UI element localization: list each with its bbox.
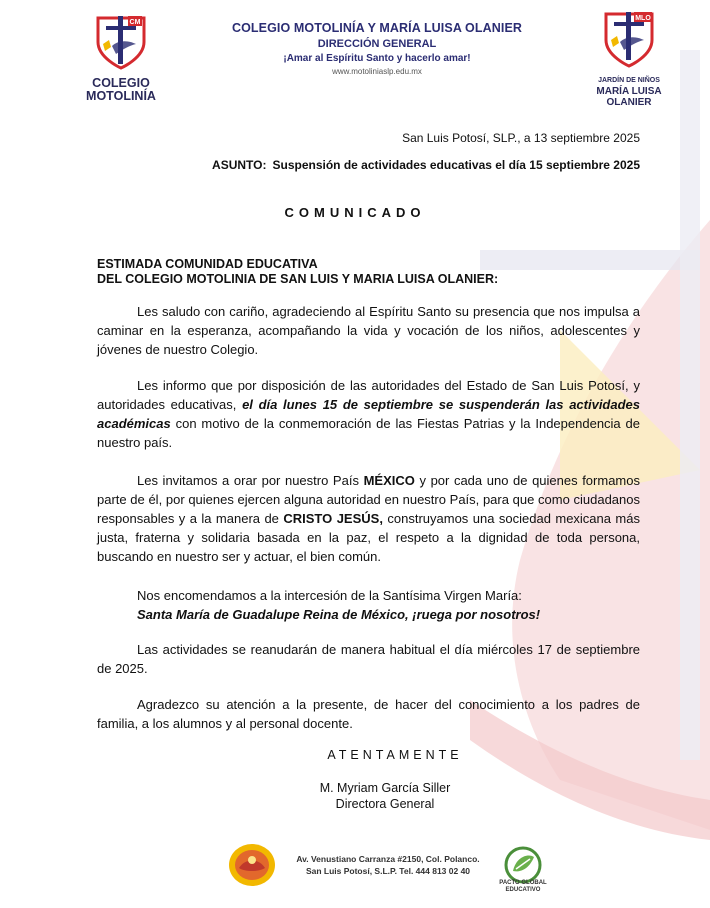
paragraph-6-text: Agradezco su atención a la presente, de hacer del conocimiento a los padres de familia, a los alumnos y al personal docente. [97, 697, 640, 731]
paragraph-3-text-e: construyamos una sociedad mexicana más justa, fraterna y solidaria basada en la paz, el respeto a la dignidad de toda persona, buscando en nuestro ser y actuar, el bien común. [97, 511, 640, 564]
paragraph-2 [97, 376, 640, 452]
greeting [97, 257, 498, 287]
footer-address-line-2: San Luis Potosí, S.L.P. Tel. 444 813 02 40 [305, 866, 471, 876]
header-motto: ¡Amar al Espíritu Santo y hacerlo amar! [283, 53, 471, 64]
logo-left-caption-2: MOTOLINÍA [86, 89, 156, 103]
signer-name: M. Myriam García Siller [319, 781, 451, 795]
paragraph-3 [97, 471, 640, 566]
paragraph-1-text: Les saludo con cariño, agradeciendo al Espíritu Santo su presencia que nos impulsa a caminar en la esperanza, acompañando la vida y vocación de los niños, adolescentes y jóvenes de nuestro Colegio. [97, 304, 640, 357]
paragraph-3-text-a: Les invitamos a orar por nuestro País [137, 473, 359, 488]
paragraph-4 [97, 586, 640, 624]
paragraph-3-cristo: CRISTO JESÚS, [283, 511, 383, 526]
paragraph-5-text: Las actividades se reanudarán de manera habitual el día miércoles 17 de septiembre de 2025. [97, 642, 640, 676]
document-heading: COMUNICADO [284, 205, 426, 220]
closing: ATENTAMENTE [327, 748, 463, 762]
logo-right-badge: MLO [635, 15, 651, 22]
paragraph-5 [97, 640, 640, 678]
place-date: San Luis Potosí, SLP., a 13 septiembre 2025 [402, 131, 640, 145]
pacto-line-2: EDUCATIVO [505, 887, 541, 893]
logo-right-caption-3: OLANIER [606, 97, 652, 108]
asunto-label: ASUNTO: [212, 158, 267, 172]
paragraph-6 [97, 695, 640, 733]
mlo-logo [594, 10, 664, 110]
paragraph-4-prayer: Santa María de Guadalupe Reina de México, ¡ruega por nosotros! [137, 607, 541, 622]
greeting-line-2: DEL COLEGIO MOTOLINIA DE SAN LUIS Y MARIA LUISA OLANIER: [97, 272, 499, 286]
logo-right-caption-1: JARDÍN DE NIÑOS [598, 77, 660, 84]
signature-block [0, 748, 710, 812]
paragraph-3-text-c: y por cada uno de quienes formamos parte de él, por quienes ejercen alguna autoridad en nuestro País, para que como ciudadanos responsables y a la manera de [97, 473, 640, 526]
logo-right-caption-2: MARÍA LUISA [596, 86, 662, 97]
pacto-global-caption [490, 880, 556, 894]
asunto-text: Suspensión de actividades educativas el día 15 septiembre 2025 [272, 158, 640, 172]
greeting-line-1: ESTIMADA COMUNIDAD EDUCATIVA [97, 257, 318, 271]
colegio-motolinia-logo [76, 14, 166, 102]
footer-address [288, 853, 488, 877]
paragraph-2-text-a: Les informo que por disposición de las autoridades del Estado de San Luis Potosí, y autoridades educativas, [97, 378, 640, 412]
footer-address-line-1: Av. Venustiano Carranza #2150, Col. Polanco. [296, 854, 480, 864]
paragraph-1 [97, 302, 640, 359]
paragraph-4-text: Nos encomendamos a la intercesión de la Santísima Virgen María: [137, 588, 522, 603]
header-title: COLEGIO MOTOLINÍA Y MARÍA LUISA OLANIER [231, 21, 523, 35]
paragraph-2-emphasis: el día lunes 15 de septiembre se suspenderán las actividades académicas [97, 397, 641, 431]
logo-left-caption-1: COLEGIO [92, 76, 150, 90]
jubilee-emblem-icon [227, 842, 277, 888]
signer-title: Directora General [335, 797, 435, 811]
pacto-line-1: PACTO GLOBAL [499, 880, 547, 886]
header-subtitle: DIRECCIÓN GENERAL [317, 38, 437, 50]
paragraph-3-mexico: MÉXICO [363, 473, 415, 488]
asunto-line [212, 158, 640, 172]
mlo-shield-icon [594, 10, 664, 70]
logo-left-badge: CM [129, 19, 141, 26]
header-website[interactable]: www.motoliniaslp.edu.mx [332, 67, 422, 76]
paragraph-2-text-c: con motivo de la conmemoración de las Fiestas Patrias y la Independencia de nuestro país. [97, 416, 640, 450]
colegio-motolinia-shield-icon [76, 14, 166, 70]
